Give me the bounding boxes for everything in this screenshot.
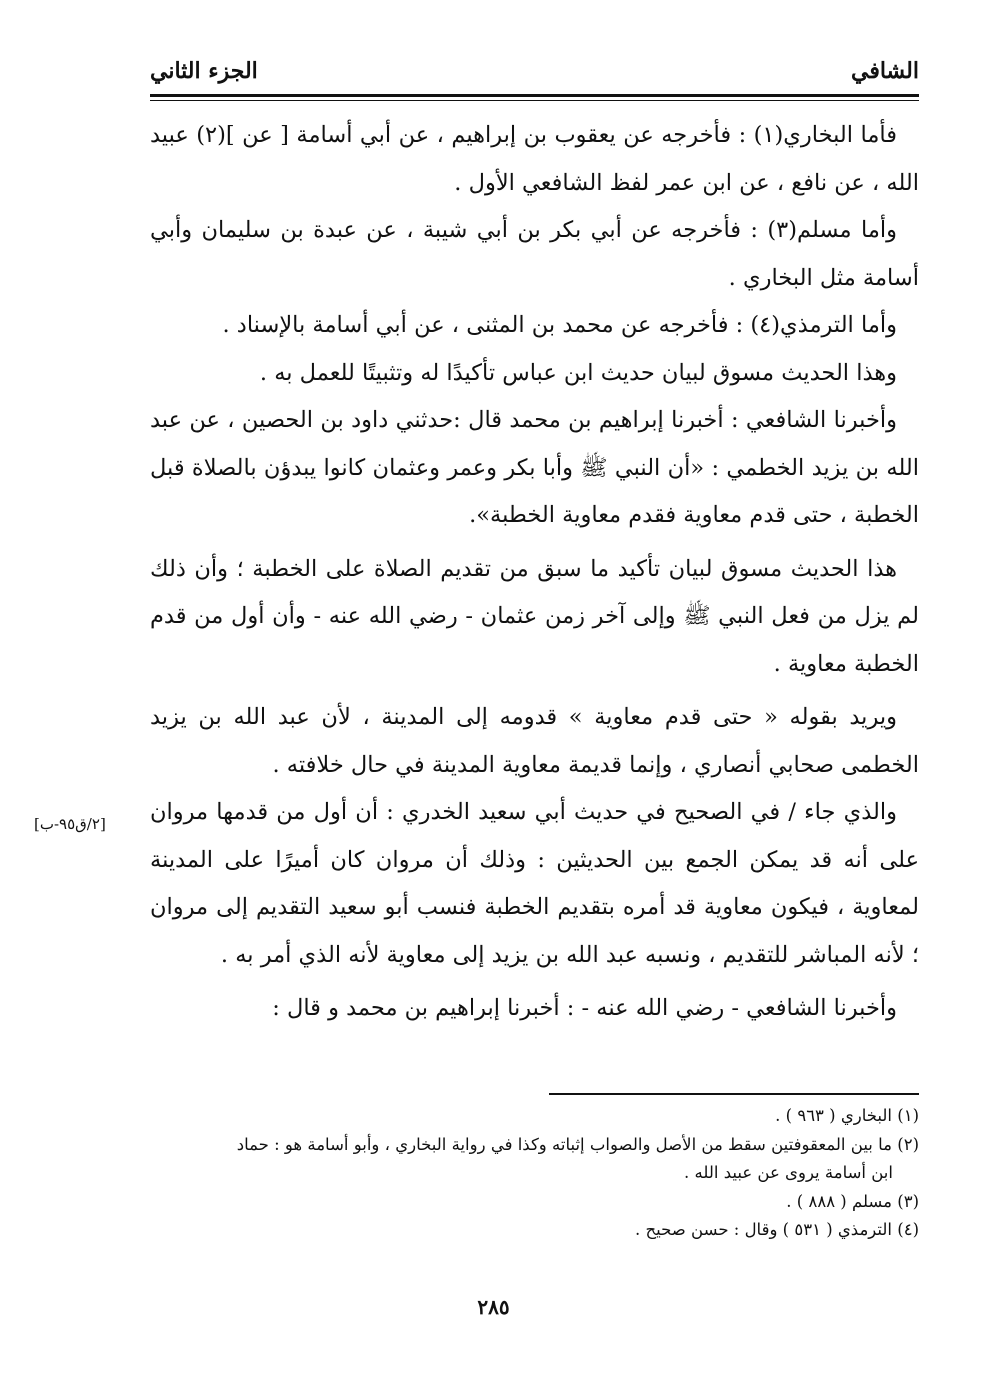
header-volume-title: الجزء الثاني — [150, 58, 258, 84]
paragraph-next-hadith: وأخبرنا الشافعي - رضي الله عنه - : أخبرنا إبراهيم بن محمد و قال : — [272, 995, 897, 1021]
header-rule-thick — [150, 94, 919, 97]
page-number: ٢٨٥ — [477, 1295, 510, 1319]
paragraph-reconciliation: والذي جاء / في الصحيح في حديث أبي سعيد الخدري : أن أول من قدمها مروان على أنه قد يمكن الجمع بين الحديثين : وذلك أن مروان كان أميرًا على المدينة لمعاوية ، فيكون معاوية قد أمره بتقديم الخطبة فنسب أبو سعيد التقديم إلى مروان ؛ لأنه المباشر للتقديم ، ونسبه عبد الله بن يزيد إلى معاوية لأنه الذي أمر به . — [150, 799, 919, 968]
footnote-1: (١) البخاري ( ٩٦٣ ) . — [775, 1106, 919, 1125]
paragraph-tirmidhi: وأما الترمذي(٤) : فأخرجه عن محمد بن المثنى ، عن أبي أسامة بالإسناد . — [222, 312, 897, 338]
footnote-2-continuation: ابن أسامة يروى عن عبيد الله . — [684, 1163, 893, 1182]
header-book-title: الشافي — [851, 58, 919, 84]
footnote-3: (٣) مسلم ( ٨٨٨ ) . — [786, 1191, 919, 1211]
paragraph-commentary: هذا الحديث مسوق لبيان تأكيد ما سبق من تقديم الصلاة على الخطبة ؛ وأن ذلك لم يزل من فعل النبي ﷺ وإلى آخر زمن عثمان - رضي الله عنه - وأن أول من قدم الخطبة معاوية . — [150, 555, 919, 677]
running-header — [150, 50, 919, 92]
paragraph-muslim: وأما مسلم(٣) : فأخرجه عن أبي بكر بن أبي شيبة ، عن عبدة بن سليمان وأبي أسامة مثل البخاري . — [150, 217, 919, 291]
paragraph-hadith: وأخبرنا الشافعي : أخبرنا إبراهيم بن محمد قال :حدثني داود بن الحصين ، عن عبد الله بن يزيد الخطمي : «أن النبي ﷺ وأبا بكر وعمر وعثمان كانوا يبدؤن بالصلاة قبل الخطبة ، حتى قدم معاوية فقدم معاوية الخطبة». — [150, 407, 919, 528]
header-rule-thin — [150, 100, 919, 101]
main-text — [150, 112, 919, 1033]
paragraph-explanation: وهذا الحديث مسوق لبيان حديث ابن عباس تأكيدًا له وتثبيتًا للعمل به . — [259, 359, 897, 386]
footnote-separator — [549, 1093, 919, 1095]
manuscript-margin-note: [٢/ق٩٥-ب] — [34, 815, 106, 833]
footnotes — [150, 1102, 919, 1245]
footnote-2: (٢) ما بين المعقوفتين سقط من الأصل والصواب إثباته وكذا في رواية البخاري ، وأبو أسامة هو : حماد — [236, 1134, 919, 1154]
footnote-4: (٤) الترمذي ( ٥٣١ ) وقال : حسن صحيح . — [635, 1220, 919, 1239]
paragraph-bukhari: فأما البخاري(١) : فأخرجه عن يعقوب بن إبراهيم ، عن أبي أسامة [ عن ](٢) عبيد الله ، عن نافع ، عن ابن عمر لفظ الشافعي الأول . — [150, 122, 919, 196]
paragraph-meaning: ويريد بقوله « حتى قدم معاوية » قدومه إلى المدينة ، لأن عبد الله بن يزيد الخطمى صحابي أنصاري ، وإنما قديمة معاوية المدينة في حال خلافته . — [150, 704, 919, 778]
